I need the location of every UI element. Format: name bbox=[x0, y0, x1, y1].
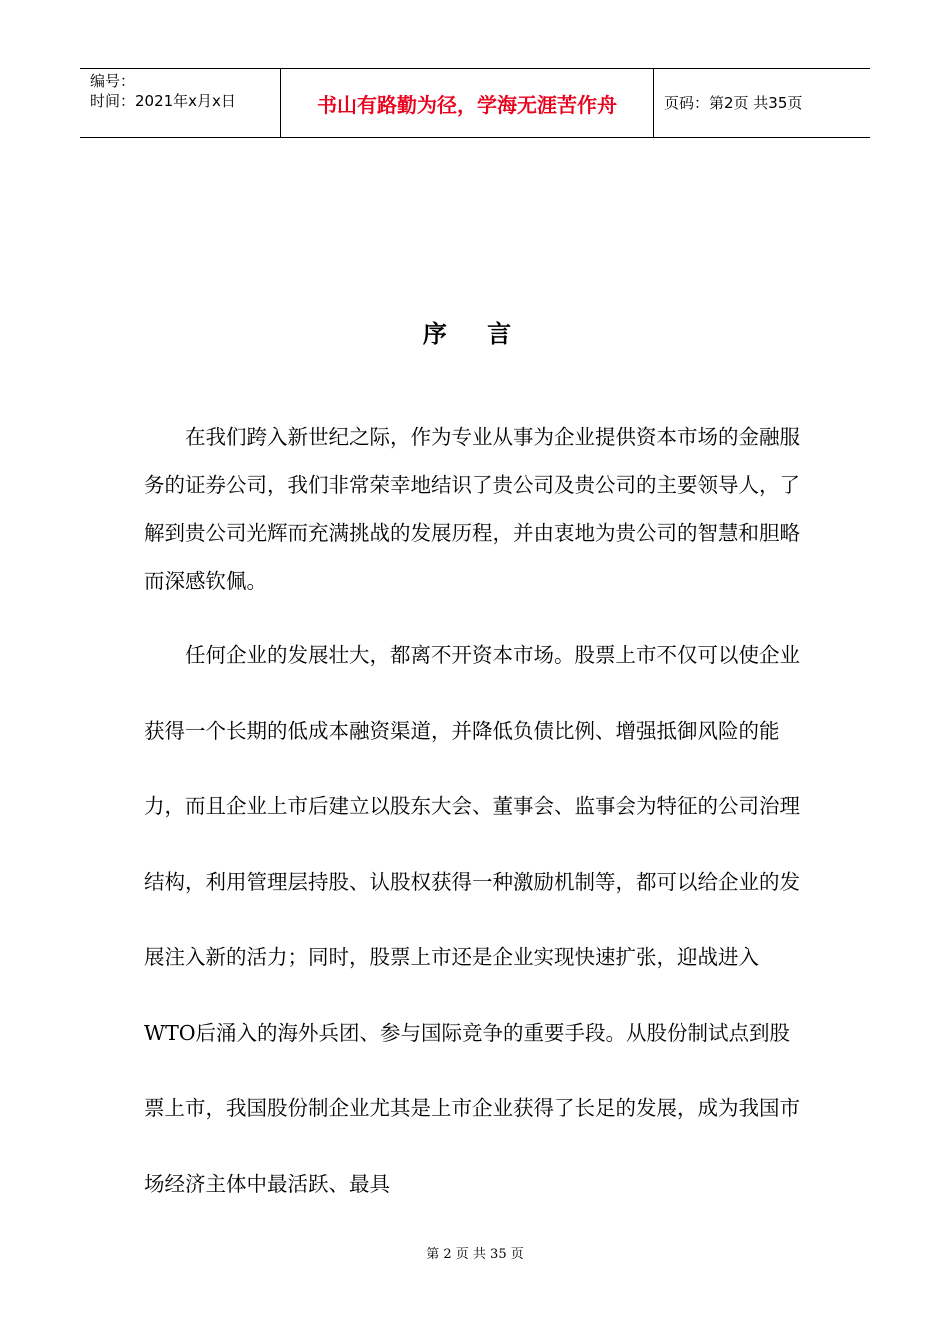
body-paragraph: 在我们跨入新世纪之际，作为专业从事为企业提供资本市场的金融服务的证券公司，我们非常荣幸地结识了贵公司及贵公司的主要领导人，了解到贵公司光辉而充满挑战的发展历程，并由衷地为贵公司的智慧和胆略而深感钦佩。 bbox=[144, 425, 800, 593]
page-footer: 第 2 页 共 35 页 bbox=[426, 1247, 524, 1262]
header-page-info: 页码：第2页 共35页 bbox=[664, 94, 803, 112]
header-motto-cell bbox=[281, 69, 654, 137]
page-title: 序 言 bbox=[422, 320, 528, 348]
document-number-label: 编号： bbox=[90, 72, 136, 90]
document-date-label: 时间：2021年x月x日 bbox=[90, 92, 236, 110]
body-paragraph: 任何企业的发展壮大，都离不开资本市场。股票上市不仅可以使企业获得一个长期的低成本融资渠道，并降低负债比例、增强抵御风险的能力，而且企业上市后建立以股东大会、董事会、监事会为特征的公司治理结构，利用管理层持股、认股权获得一种激励机制等，都可以给企业的发展注入新的活力；同时，股票上市还是企业实现快速扩张，迎战进入WTO后涌入的海外兵团、参与国际竞争的重要手段。从股份制试点到股票上市，我国股份制企业尤其是上市企业获得了长足的发展，成为我国市场经济主体中最活跃、最具 bbox=[144, 643, 800, 1196]
document-header bbox=[80, 68, 870, 138]
document-body bbox=[144, 413, 808, 1222]
header-motto: 书山有路勤为径，学海无涯苦作舟 bbox=[317, 93, 617, 117]
header-page-cell bbox=[654, 69, 870, 137]
header-meta-cell bbox=[80, 69, 281, 137]
